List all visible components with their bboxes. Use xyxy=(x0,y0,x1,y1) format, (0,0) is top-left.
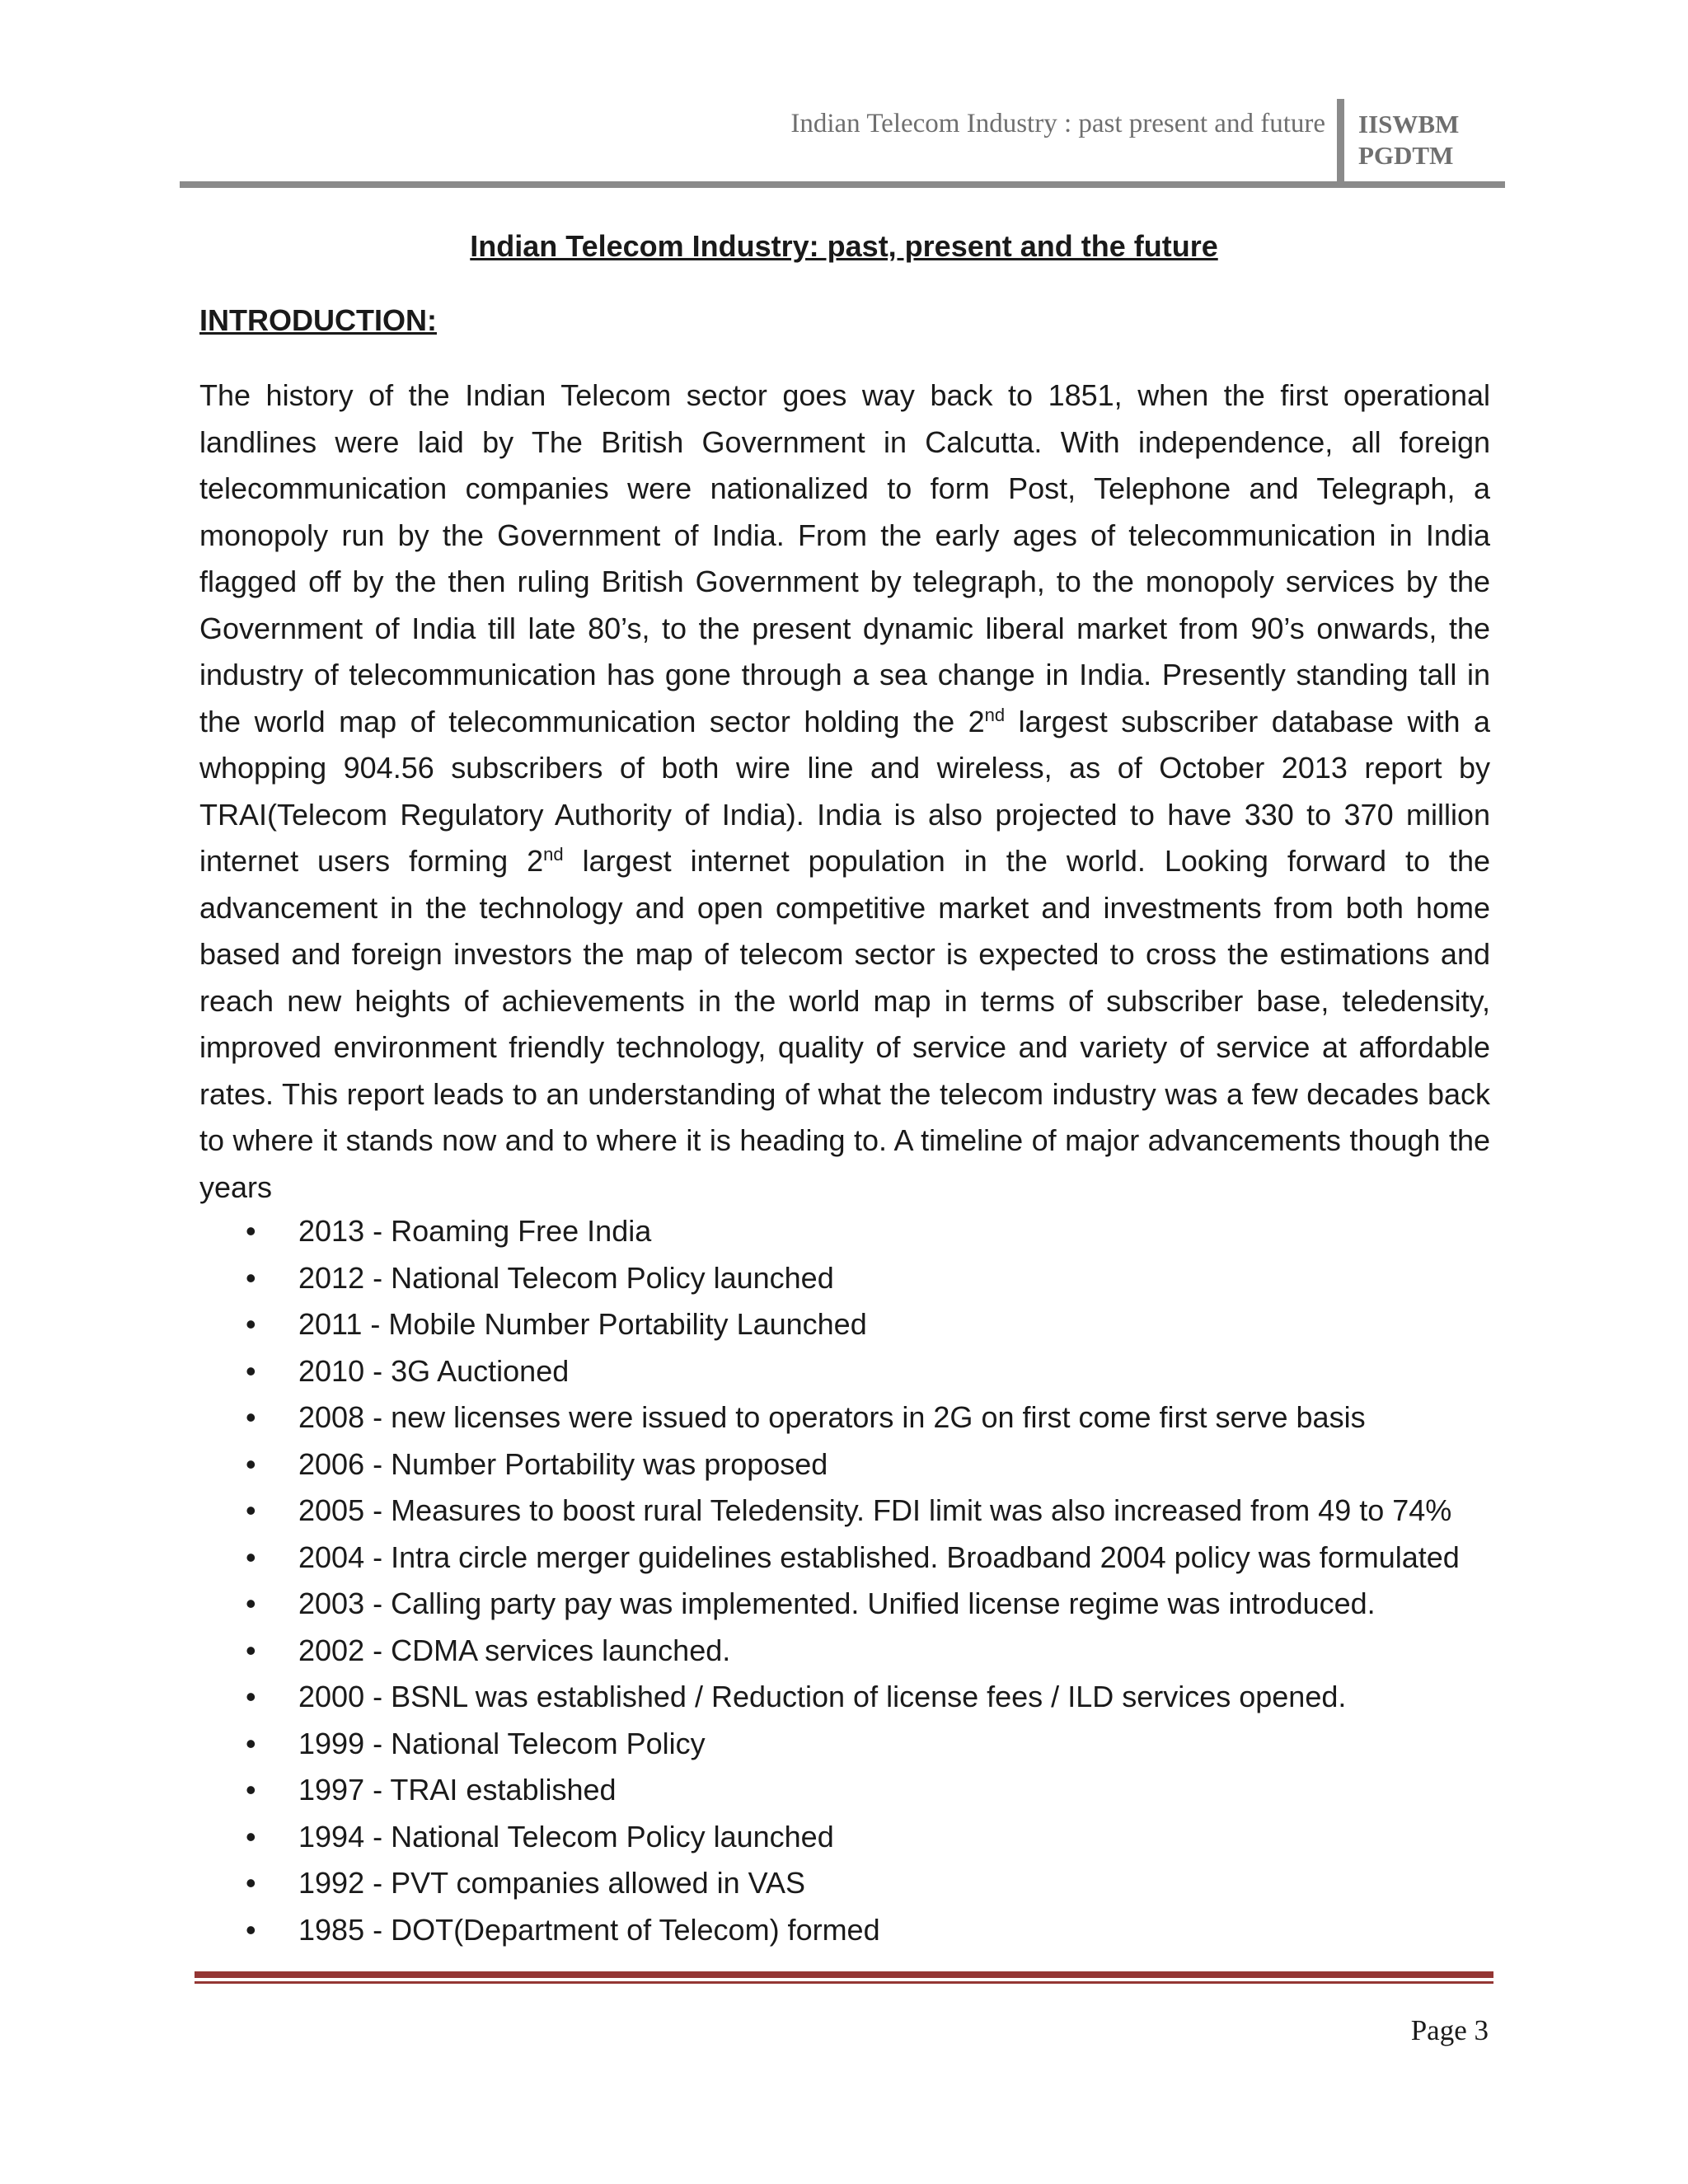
bullet-icon: • xyxy=(246,1400,256,1434)
intro-text-part-2: largest subscriber database with a whopping 904.56 subscribers of both wire line and wireless, as of October 2013 report by TRAI(Telecom Regulatory Authority of India). India is also projected to have 330 to 370 million internet users forming 2 xyxy=(199,704,1491,878)
bullet-icon: • xyxy=(246,1307,256,1341)
header-horizontal-rule xyxy=(180,181,1505,188)
list-item xyxy=(199,1674,1518,1721)
list-item-text: 2013 - Roaming Free India xyxy=(298,1214,652,1248)
list-item xyxy=(199,1581,1518,1628)
list-item xyxy=(199,1301,1518,1348)
list-item-text: 2011 - Mobile Number Portability Launched xyxy=(298,1307,867,1341)
ordinal-superscript: nd xyxy=(984,704,1006,725)
intro-text-part-3: largest internet population in the world. Looking forward to the advancement in the technology and open competitive market and investments from both home based and foreign investors the map of telecom sector is expected to cross the estimations and reach new heights of achievements in the world map in terms of subscriber base, teledensity, improved environment friendly technology, quality of service and variety of service at affordable rates. This report leads to an understanding of what the telecom industry was a few decades back to where it stands now and to where it is heading to. A timeline of major advancements though the years xyxy=(199,844,1490,1204)
bullet-icon: • xyxy=(246,1353,256,1388)
bullet-icon: • xyxy=(246,1260,256,1295)
list-item xyxy=(199,1488,1518,1535)
list-item-text: 1994 - National Telecom Policy launched xyxy=(298,1819,834,1854)
list-item-text: 1992 - PVT companies allowed in VAS xyxy=(298,1866,806,1900)
bullet-icon: • xyxy=(246,1214,256,1248)
footer-rule-thick xyxy=(195,1971,1493,1978)
bullet-icon: • xyxy=(246,1912,256,1947)
running-header-org xyxy=(1358,109,1459,171)
header-vertical-divider xyxy=(1337,99,1344,185)
list-item-text: 1985 - DOT(Department of Telecom) formed xyxy=(298,1912,880,1947)
document-title: Indian Telecom Industry: past, present and the future xyxy=(470,229,1218,263)
list-item xyxy=(199,1255,1518,1302)
bullet-icon: • xyxy=(246,1540,256,1574)
list-item-text: 1999 - National Telecom Policy xyxy=(298,1726,706,1760)
bullet-icon: • xyxy=(246,1726,256,1760)
running-header-title: Indian Telecom Industry : past present and future xyxy=(790,109,1325,138)
list-item-text: 2010 - 3G Auctioned xyxy=(298,1353,570,1388)
ordinal-superscript: nd xyxy=(543,844,564,865)
intro-text-part-1: The history of the Indian Telecom sector goes way back to 1851, when the first operational landlines were laid by The British Government in Calcutta. With independence, all foreign telecommunication companies were nationalized to form Post, Telephone and Telegraph, a monopoly run by the Government of India. From the early ages of telecommunication in India flagged off by the then ruling British Government by telegraph, to the monopoly services by the Government of India till late 80’s, to the present dynamic liberal market from 90’s onwards, the industry of telecommunication has gone through a sea change in India. Presently standing tall in the world map of telecommunication sector holding the 2 xyxy=(199,378,1490,738)
page-number: Page 3 xyxy=(1410,2014,1489,2046)
bullet-icon: • xyxy=(246,1680,256,1713)
list-item-text: 2004 - Intra circle merger guidelines established. Broadband 2004 policy was formulated xyxy=(298,1540,1460,1574)
header-org-line-1: IISWBM xyxy=(1358,110,1460,138)
list-item xyxy=(199,1394,1518,1441)
bullet-icon: • xyxy=(246,1586,256,1620)
list-item xyxy=(199,1348,1518,1395)
bullet-icon: • xyxy=(246,1633,256,1667)
list-item-text: 2006 - Number Portability was proposed xyxy=(298,1446,828,1481)
list-item-text: 1997 - TRAI established xyxy=(298,1773,617,1807)
header-org-line-2: PGDTM xyxy=(1358,141,1454,170)
footer-rule-thin xyxy=(195,1981,1493,1984)
list-item-text: 2005 - Measures to boost rural Teledensity. FDI limit was also increased from 49 to 74% xyxy=(298,1493,1452,1527)
list-item xyxy=(199,1767,1518,1814)
list-item-text: 2000 - BSNL was established / Reduction of license fees / ILD services opened. xyxy=(298,1680,1347,1713)
list-item xyxy=(199,1860,1518,1907)
intro-paragraph xyxy=(199,373,1490,1211)
bullet-icon: • xyxy=(246,1819,256,1854)
timeline-list xyxy=(199,1208,1518,1953)
list-item-text: 2002 - CDMA services launched. xyxy=(298,1633,731,1667)
bullet-icon: • xyxy=(246,1446,256,1481)
list-item xyxy=(199,1907,1518,1954)
bullet-icon: • xyxy=(246,1773,256,1807)
list-item xyxy=(199,1628,1518,1675)
section-heading: INTRODUCTION: xyxy=(199,303,437,337)
list-item xyxy=(199,1721,1518,1768)
list-item xyxy=(199,1441,1518,1488)
list-item-text: 2003 - Calling party pay was implemented. Unified license regime was introduced. xyxy=(298,1586,1376,1620)
list-item xyxy=(199,1814,1518,1861)
list-item-text: 2012 - National Telecom Policy launched xyxy=(298,1260,834,1295)
list-item-text: 2008 - new licenses were issued to operators in 2G on first come first serve basis xyxy=(298,1400,1366,1434)
list-item xyxy=(199,1535,1518,1582)
bullet-icon: • xyxy=(246,1493,256,1527)
list-item xyxy=(199,1208,1518,1255)
bullet-icon: • xyxy=(246,1866,256,1900)
